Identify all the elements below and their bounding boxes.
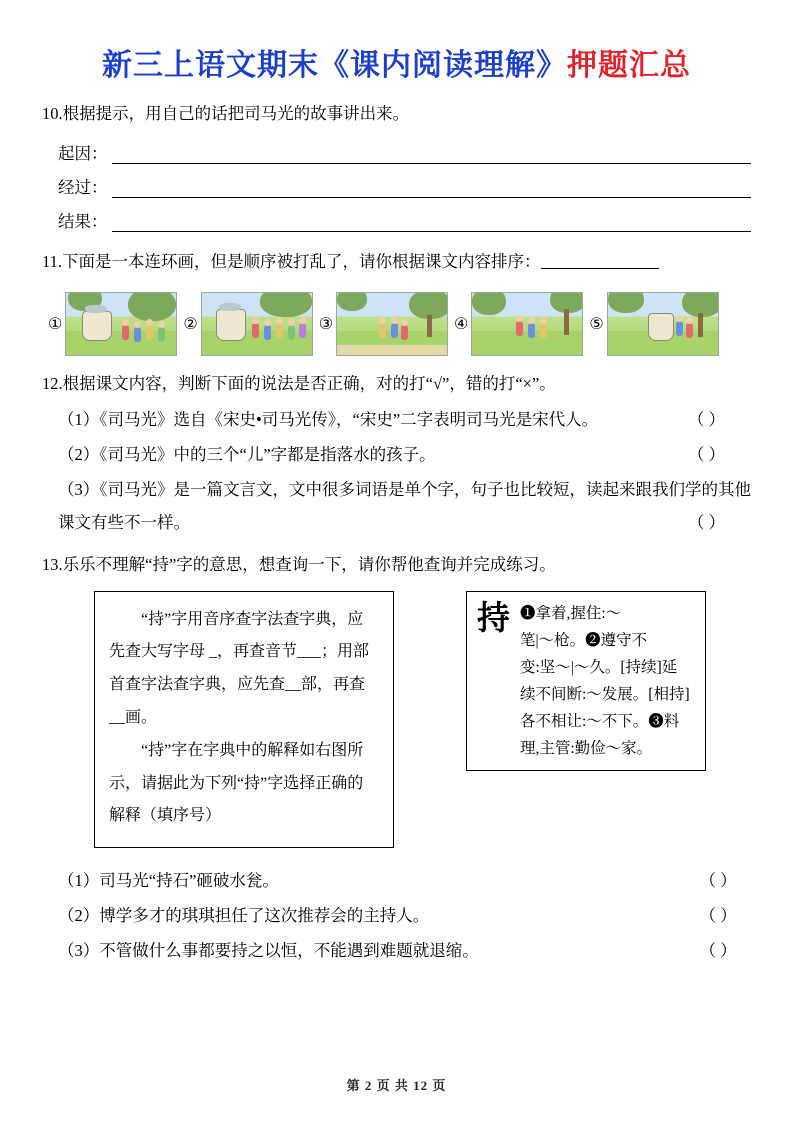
question-13-item-1 [58,864,751,899]
comic-panel-image [336,292,448,356]
question-10-text: 10.根据提示，用自己的话把司马光的故事讲出来。 [42,104,410,123]
panel-number-4: ④ [454,316,469,334]
comic-item-4 [454,292,583,356]
comic-panel-image [607,292,719,356]
question-13-item-2 [58,899,751,934]
title-part2: 《课内阅读理解》 [319,49,567,82]
panel-number-5: ⑤ [589,316,604,334]
comic-panel-image [201,292,313,356]
answer-label-cause: 起因： [58,144,108,164]
definition-line: 续不间断:～发展。[相持] [520,686,690,704]
item-text: （1）司马光“持石”砸破水瓮。 [58,871,279,891]
question-12-item-3 [58,473,751,539]
instruction-paragraph-2: “持”字在字典中的解释如右图所示，请据此为下列“持”字选择正确的解释（填序号） [109,741,364,825]
instruction-paragraph-1: “持”字用音序查字法查字典，应先查大写字母 _，再查音节___；用部首查字法查字典，应先查__部，再查 __画。 [109,610,370,727]
panel-number-3: ③ [318,316,334,334]
question-12-item-1 [58,403,751,436]
definition-line: 理,主管:勤俭～家。 [520,740,653,758]
instruction-box [94,591,394,849]
title-part3: 押题汇总 [567,49,691,82]
dictionary-definitions [520,600,695,763]
title-part1: 新三上语文期末 [102,49,319,82]
item-text: （3）不管做什么事都要持之以恒，不能遇到难题就退缩。 [58,940,479,960]
item-text: （1）《司马光》选自《宋史•司马光传》，“宋史”二字表明司马光是宋代人。 [58,409,599,429]
write-line[interactable] [112,148,752,164]
page-footer: 第 2 页 共 12 页 [346,1078,447,1093]
item-text: （3）《司马光》是一篇文言文，文中很多词语是单个字，句子也比较短，读起来跟我们学的其他课文有些不一样。 [58,479,751,532]
comic-panel-image [65,292,177,356]
comic-item-2 [183,292,312,356]
answer-parenthesis[interactable]: （ ） [687,512,725,532]
answer-parenthesis[interactable]: （ ） [687,409,725,429]
answer-line-process [58,174,751,198]
question-13-item-3 [58,934,751,969]
dictionary-headword: 持 [477,600,510,637]
answer-parenthesis[interactable]: （ ） [699,905,737,925]
write-line[interactable] [112,182,752,198]
comic-panel-image [471,292,583,356]
comic-strip [48,292,751,356]
definition-line: 变:坚～|～久。[持续]延 [520,658,678,676]
answer-label-result: 结果： [58,212,108,232]
question-12-item-2 [58,438,751,471]
answer-label-process: 经过： [58,178,108,198]
item-text: （2）《司马光》中的三个“儿”字都是指落水的孩子。 [58,444,436,464]
definition-line: ❶拿着,握住:～ [520,604,622,622]
write-line[interactable] [112,216,752,232]
page-title [42,40,751,84]
answer-parenthesis[interactable]: （ ） [699,940,737,960]
question-13-text: 13.乐乐不理解“持”字的意思，想查询一下，请你帮他查询并完成练习。 [42,554,556,574]
panel-number-2: ② [183,316,198,334]
dictionary-entry-box [466,591,706,772]
panel-number-1: ① [48,316,63,334]
answer-line-cause [58,140,751,164]
item-text: （2）博学多才的琪琪担任了这次推荐会的主持人。 [58,905,430,925]
comic-item-3 [319,292,448,356]
answer-parenthesis[interactable]: （ ） [687,444,725,464]
question-11 [42,246,751,278]
answer-line-result [58,208,751,232]
answer-parenthesis[interactable]: （ ） [699,871,737,891]
comic-item-5 [589,292,718,356]
definition-line: 笔|～枪。❷遵守不 [520,631,648,649]
definition-line: 各不相让:～不下。❸料 [520,713,680,731]
comic-item-1 [48,292,177,356]
question-13-boxes [42,591,751,849]
question-12-text: 12.根据课文内容，判断下面的说法是否正确，对的打“√”，错的打“×”。 [42,374,556,394]
write-line[interactable] [541,254,659,269]
question-11-text: 11.下面是一本连环画，但是顺序被打乱了，请你根据课文内容排序： [42,252,541,272]
